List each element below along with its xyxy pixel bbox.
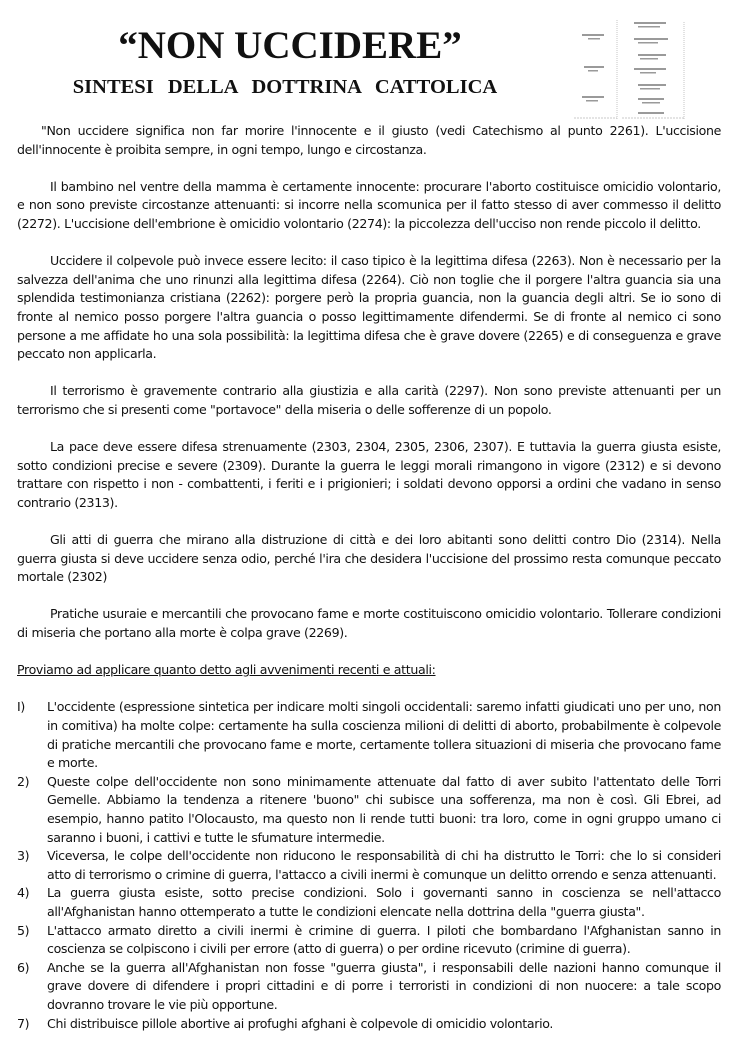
list-item — [17, 959, 721, 1015]
document-title: “NON UCCIDERE” — [118, 24, 462, 67]
document-body — [17, 122, 721, 1033]
list-item — [17, 847, 721, 884]
section-heading: Proviamo ad applicare quanto detto agli avvenimenti recenti e attuali: — [17, 662, 436, 678]
numbered-points-list — [17, 698, 721, 1033]
list-item-number: 7) — [17, 1015, 30, 1031]
list-item-number: 4) — [17, 885, 30, 901]
list-item-number: 3) — [17, 848, 30, 864]
list-item-text: Anche se la guerra all'Afghanistan non fosse "guerra giusta", i responsabili delle nazioni hanno comunque il grave dovere di difendere i propri cittadini e di porre i terroristi in condizioni di non nuocere: a tale scopo dovranno trovare le vie più opportune. — [47, 959, 721, 1012]
list-item-text: Queste colpe dell'occidente non sono minimamente attenuate dal fatto di aver subito l'attentato delle Torri Gemelle. Abbiamo la tendenza a ritenere 'buono" chi subisce una sofferenza, ma non è così. Gli Ebrei, ad esempio, hanno patito l'Olocausto, ma questo non li rende tutti buoni: tra loro, come in ogni gruppo umano ci saranno i buoni, i cattivi e tutte le sfumature intermedie. — [47, 773, 721, 845]
list-item-text: Viceversa, le colpe dell'occidente non riducono le responsabilità di chi ha distrutto le Torri: che lo si consideri atto di terrorismo o crimine di guerra, l'attacco a civili inermi è comunque un delitto orrendo e senza attenuanti. — [47, 848, 721, 882]
list-item-text: Chi distribuisce pillole abortive ai profughi afghani è colpevole di omicidio volontario. — [47, 1015, 554, 1031]
list-item — [17, 884, 721, 921]
list-item-number: 5) — [17, 922, 30, 938]
paragraph-terrorism: Il terrorismo è gravemente contrario alla giustizia e alla carità (2297). Non sono previste attenuanti per un terrorismo che si presenti come "portavoce" della miseria o delle sofferenze di un popolo. — [17, 383, 721, 417]
document-subtitle: SINTESI DELLA DOTTRINA CATTOLICA — [72, 76, 498, 98]
paragraph-abortion: Il bambino nel ventre della mamma è certamente innocente: procurare l'aborto costituisce omicidio volontario, e non sono previste circostanze attenuanti: si incorre nella scomunica per il fatto stesso di aver commesso il delitto (2272). L'uccisione dell'embrione è omicidio volontario (2274): la piccolezza dell'ucciso non rende piccolo il delitto. — [17, 178, 721, 231]
paragraph-acts-of-war: Gli atti di guerra che mirano alla distruzione di città e dei loro abitanti sono delitti contro Dio (2314). Nella guerra giusta si deve uccidere senza odio, perché l'ira che desidera l'uccisione del prossimo resta comunque peccato mortale (2302) — [17, 532, 721, 585]
list-item — [17, 773, 721, 847]
list-item-number: 2) — [17, 773, 30, 789]
list-item — [17, 698, 721, 772]
list-item-text: L'attacco armato diretto a civili inermi è crimine di guerra. I piloti che bombardano l'Afghanistan sanno in coscienza se colpiscono i civili per errore (atto di guerra) o per ordine ricevuto (crimine di guerra). — [47, 922, 721, 957]
ten-commandments-tablets-icon — [572, 8, 700, 120]
list-item-text: L'occidente (espressione sintetica per indicare molti singoli occidentali: saremo infatti giudicati uno per uno, non in comitiva) ha molte colpe: certamente ha sulla coscienza milioni di delitti di aborto, probabilmente è colpevole di pratiche mercantili che provocano fame e morte, certamente tollera situazioni di miseria che provocano fame e morte. — [47, 699, 721, 771]
list-item — [17, 1015, 721, 1034]
paragraph-usury: Pratiche usuraie e mercantili che provocano fame e morte costituiscono omicidio volontario. Tollerare condizioni di miseria che portano alla morte è colpa grave (2269). — [17, 606, 721, 641]
paragraph-intro: "Non uccidere significa non far morire l'innocente e il giusto (vedi Catechismo al punto 2261). L'uccisione dell'innocente è proibita sempre, in ogni tempo, lungo e circostanza. — [17, 123, 721, 157]
list-item-number: I) — [17, 699, 25, 715]
paragraph-just-war: La pace deve essere difesa strenuamente (2303, 2304, 2305, 2306, 2307). E tuttavia la guerra giusta esiste, sotto condizioni precise e severe (2309). Durante la guerra le leggi morali rimangono in vigore (2312) e si devono trattare con rispetto i non - combattenti, i feriti e i prigionieri; i soldati devono opporsi a ordini che vadano in senso contrario (2313). — [17, 439, 721, 510]
list-item-text: La guerra giusta esiste, sotto precise condizioni. Solo i governanti sanno in coscienza se nell'attacco all'Afghanistan hanno ottemperato a tutte le condizioni elencate nella dottrina della "guerra giusta". — [47, 885, 721, 919]
list-item-number: 6) — [17, 959, 30, 975]
list-item — [17, 922, 721, 959]
paragraph-self-defense: Uccidere il colpevole può invece essere lecito: il caso tipico è la legittima difesa (2263). Non è necessario per la salvezza dell'anima che uno rinunzi alla legittima difesa (2264). Ciò non toglie che il porgere l'altra guancia sia una splendida testimonianza cristiana (2262): porgere però la propria guancia, non la guancia degli altri. Se io sono di fronte al nemico posso porgere l'altra guancia o posso legittimamente difendermi. Se di fronte al nemico ci sono persone a me affidate ho una sola possibilità: la legittima difesa che è grave dovere (2265) e di conseguenza e grave peccato non applicarla. — [17, 253, 721, 362]
